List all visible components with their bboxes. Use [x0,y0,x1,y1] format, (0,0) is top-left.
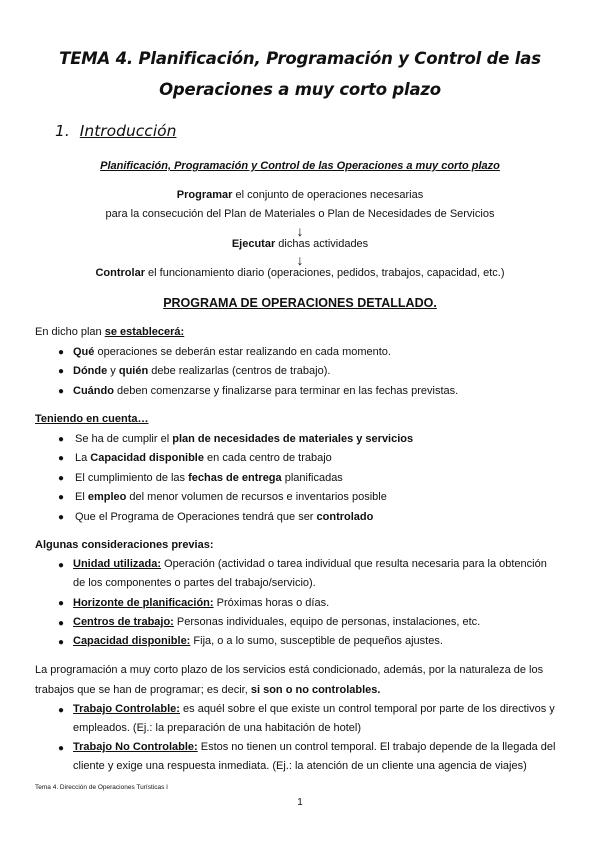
bullet-icon: ● [58,512,65,523]
bullet-icon: ● [58,366,65,377]
consid-heading: Algunas consideraciones previas: [35,539,214,551]
consid-bold: Horizonte de planificación: [73,597,214,609]
trabajo-item [73,703,555,715]
page-title-line2: Operaciones a muy corto plazo [159,80,441,99]
diagram-programar [20,189,580,201]
teniendo-item [75,472,343,484]
consid-text: Próximas horas o días. [213,597,330,609]
bullet-icon: ● [58,434,65,445]
ejecutar-text: dichas actividades [275,238,369,250]
consid-item [73,635,443,647]
trabajo-text: es aquél sobre el que existe un control temporal por parte de los directivos y [179,703,555,715]
bullet-icon: ● [58,492,65,503]
paragraph-bold: si son o no controlables. [250,684,381,696]
plan-item-bold: quién [118,365,149,377]
page-title-line1: TEMA 4. Planificación, Programación y Control de las [59,49,541,68]
consid-item [73,616,480,628]
consid-item [73,597,329,609]
teniendo-text: del menor volumen de recursos e inventarios posible [126,491,387,503]
teniendo-bold: fechas de entrega [188,472,282,484]
consid-bold: Capacidad disponible: [73,635,191,647]
consid-text: Fija, o a lo sumo, susceptible de pequeños ajustes. [190,635,443,647]
plan-item-text: deben comenzarse y finalizarse para terminar en las fechas previstas. [113,385,459,397]
plan-item-bold: Qué [73,346,95,358]
teniendo-item [75,511,373,523]
programar-bold: Programar [176,189,233,201]
controlar-text: el funcionamiento diario (operaciones, pedidos, trabajos, capacidad, etc.) [144,267,505,279]
plan-item-bold: Cuándo [73,385,114,397]
section-title: Introducción [79,122,177,140]
diagram-programar-line2: para la consecución del Plan de Materiales o Plan de Necesidades de Servicios [105,208,495,220]
teniendo-text: El cumplimiento de las [75,472,189,484]
plan-item-text: operaciones se deberán estar realizando en cada momento. [94,346,391,358]
teniendo-bold: controlado [316,511,374,523]
trabajo-bold: Trabajo No Controlable: [73,741,198,753]
bullet-icon: ● [58,743,65,754]
teniendo-text: La [75,452,91,464]
consid-item-line2: de los componentes o partes del trabajo/servicio). [73,577,316,589]
consid-item [73,558,547,570]
teniendo-text: en cada centro de trabajo [203,452,332,464]
down-arrow-icon: ↓ [296,252,304,268]
teniendo-bold: plan de necesidades de materiales y servicios [172,433,414,445]
plan-intro-text: En dicho plan [35,326,105,338]
trabajo-item-line2: cliente y exige una respuesta inmediata. (Ej.: la atención de un cliente una agencia de viajes) [73,760,527,772]
bullet-icon: ● [58,598,65,609]
trabajo-bold: Trabajo Controlable: [73,703,180,715]
teniendo-heading: Teniendo en cuenta… [35,413,149,425]
trabajo-text: Estos no tienen un control temporal. El trabajo depende de la llegada del [197,741,556,753]
controlar-bold: Controlar [95,267,145,279]
bullet-icon: ● [58,453,65,464]
consid-bold: Unidad utilizada: [73,558,161,570]
diagram-ejecutar [20,238,580,250]
teniendo-text: planificadas [281,472,343,484]
bullet-icon: ● [58,386,65,397]
teniendo-item [75,452,332,464]
plan-item-text: debe realizarlas (centros de trabajo). [148,365,331,377]
plan-item-text: y [107,365,119,377]
teniendo-item [75,491,387,503]
plan-item-que [73,346,391,358]
bullet-icon: ● [58,473,65,484]
diagram-heading: Planificación, Programación y Control de las Operaciones a muy corto plazo [100,160,500,172]
programa-heading: PROGRAMA DE OPERACIONES DETALLADO. [163,296,437,310]
teniendo-bold: Capacidad disponible [90,452,204,464]
section-number: 1. [55,122,70,140]
paragraph-line2 [35,684,380,696]
teniendo-text: Se ha de cumplir el [75,433,173,445]
trabajo-item-line2: empleados. (Ej.: la preparación de una habitación de hotel) [73,722,362,734]
consid-text: Personas individuales, equipo de personas, instalaciones, etc. [173,616,481,628]
plan-item-cuando [73,385,458,397]
consid-bold: Centros de trabajo: [73,616,174,628]
bullet-icon: ● [58,637,65,648]
plan-item-donde [73,365,330,377]
section-heading [55,122,176,140]
programar-text: el conjunto de operaciones necesarias [232,189,424,201]
paragraph-text: trabajos que se han de programar; es decir, [35,684,251,696]
teniendo-item [75,433,413,445]
paragraph-line1: La programación a muy corto plazo de los servicios está condicionado, además, por la naturaleza de los [35,664,544,676]
plan-intro-bold: se establecerá: [104,326,185,338]
teniendo-bold: empleo [87,491,127,503]
down-arrow-icon: ↓ [296,223,304,239]
consid-text: Operación (actividad o tarea individual que resulta necesaria para la obtención [161,558,547,570]
page-number: 1 [297,797,303,808]
bullet-icon: ● [58,618,65,629]
bullet-icon: ● [58,560,65,571]
trabajo-item [73,741,555,753]
plan-item-bold: Dónde [73,365,108,377]
bullet-icon: ● [58,347,65,358]
plan-intro [35,326,184,338]
teniendo-text: El [75,491,88,503]
page-footer: Tema 4. Dirección de Operaciones Turísticas I [35,784,168,791]
ejecutar-bold: Ejecutar [231,238,276,250]
teniendo-text: Que el Programa de Operaciones tendrá que ser [75,511,317,523]
bullet-icon: ● [58,705,65,716]
diagram-controlar [20,267,580,279]
